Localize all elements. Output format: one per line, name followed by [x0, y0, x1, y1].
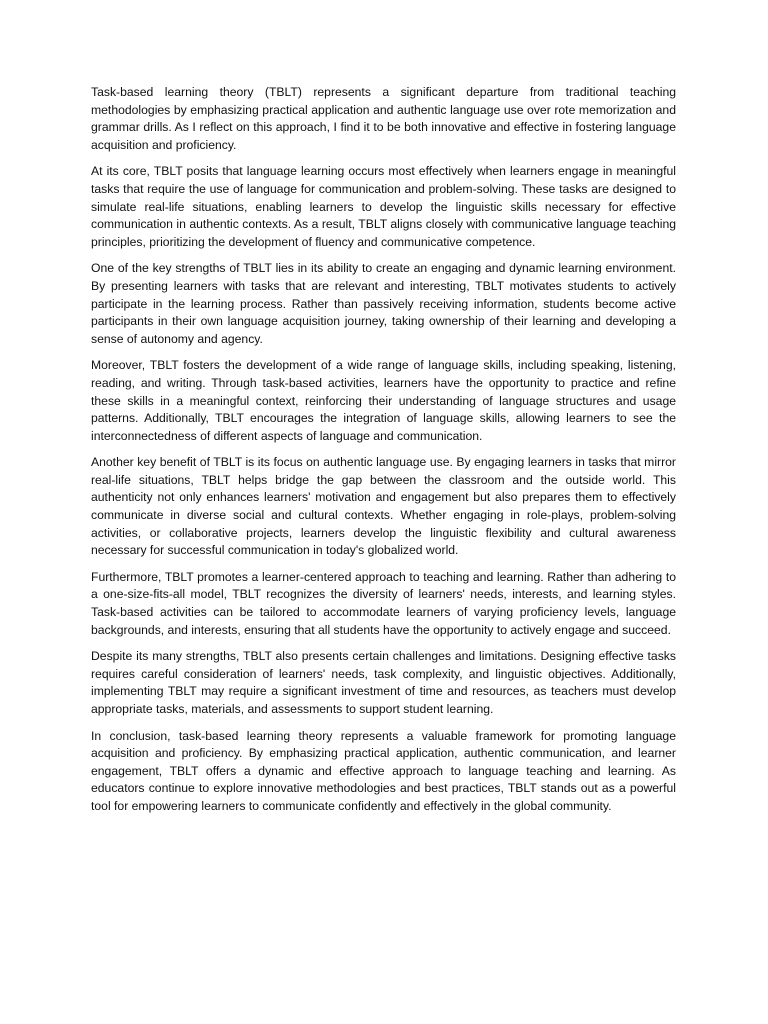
paragraph-introduction: Task-based learning theory (TBLT) represents a significant departure from traditional teaching methodologies by emphasizing practical application and authentic language use over rote memorization and grammar drills. As I reflect on this approach, I find it to be both innovative and effective in fostering language acquisition and proficiency. — [91, 85, 676, 152]
paragraph-engaging-environment: One of the key strengths of TBLT lies in its ability to create an engaging and dynamic learning environment. By presenting learners with tasks that are relevant and interesting, TBLT motivates students to actively participate in the learning process. Rather than passively receiving information, students become active participants in their own language acquisition journey, taking ownership of their learning and developing a sense of autonomy and agency. — [91, 261, 676, 346]
paragraph-language-skills: Moreover, TBLT fosters the development of a wide range of language skills, including speaking, listening, reading, and writing. Through task-based activities, learners have the opportunity to practice and refine these skills in a meaningful context, reinforcing their understanding of language structures and usage patterns. Additionally, TBLT encourages the integration of language skills, allowing learners to see the interconnectedness of different aspects of language and communication. — [91, 358, 676, 443]
paragraph-authentic-use: Another key benefit of TBLT is its focus on authentic language use. By engaging learners in tasks that mirror real-life situations, TBLT helps bridge the gap between the classroom and the outside world. This authenticity not only enhances learners' motivation and engagement but also prepares them to effectively communicate in diverse social and cultural contexts. Whether engaging in role-plays, problem-solving activities, or collaborative projects, learners develop the linguistic flexibility and cultural awareness necessary for successful communication in today's globalized world. — [91, 455, 676, 558]
document-page — [91, 84, 676, 825]
paragraph-learner-centered: Furthermore, TBLT promotes a learner-centered approach to teaching and learning. Rather than adhering to a one-size-fits-all model, TBLT recognizes the diversity of learners' needs, interests, and learning styles. Task-based activities can be tailored to accommodate learners of varying proficiency levels, language backgrounds, and interests, ensuring that all students have the opportunity to actively engage and succeed. — [91, 569, 676, 637]
paragraph-conclusion: In conclusion, task-based learning theory represents a valuable framework for promoting language acquisition and proficiency. By emphasizing practical application, authentic communication, and learner engagement, TBLT offers a dynamic and effective approach to language teaching and learning. As educators continue to explore innovative methodologies and best practices, TBLT stands out as a powerful tool for empowering learners to communicate confidently and effectively in the global community. — [91, 728, 676, 813]
paragraph-core-principle: At its core, TBLT posits that language learning occurs most effectively when learners engage in meaningful tasks that require the use of language for communication and problem-solving. These tasks are designed to simulate real-life situations, enabling learners to develop the linguistic skills necessary for effective communication in authentic contexts. As a result, TBLT aligns closely with communicative language teaching principles, prioritizing the development of fluency and communicative competence. — [91, 164, 676, 249]
paragraph-challenges: Despite its many strengths, TBLT also presents certain challenges and limitations. Designing effective tasks requires careful consideration of learners' needs, task complexity, and linguistic objectives. Additionally, implementing TBLT may require a significant investment of time and resources, as teachers must develop appropriate tasks, materials, and assessments to support student learning. — [91, 649, 676, 716]
